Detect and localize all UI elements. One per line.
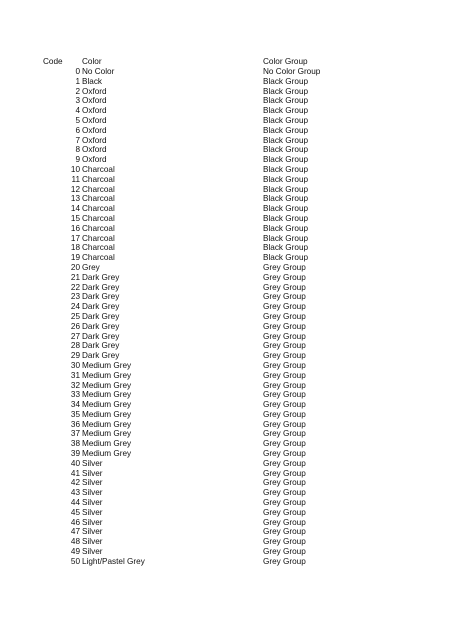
table-row: [0, 332, 474, 342]
cell-code: 34: [70, 400, 80, 410]
cell-code: 0: [75, 67, 80, 76]
table-row: [0, 96, 474, 106]
cell-color-group: Grey Group: [263, 439, 306, 449]
cell-code: 49: [70, 547, 80, 557]
cell-code: 40: [70, 458, 80, 468]
cell-code: 43: [70, 488, 80, 498]
cell-color-group: Grey Group: [263, 498, 306, 508]
cell-color: Dark Grey: [82, 341, 120, 351]
cell-color: Silver: [82, 468, 103, 478]
cell-code: 4: [75, 106, 80, 116]
cell-code: 50: [70, 556, 80, 566]
table-row: [0, 371, 474, 381]
table-row: [0, 351, 474, 361]
cell-code: 42: [70, 478, 80, 488]
table-row: [0, 420, 474, 430]
cell-color-group: Black Group: [263, 194, 309, 204]
cell-color-group: Grey Group: [263, 311, 306, 321]
cell-color: Charcoal: [82, 243, 115, 253]
cell-code: 17: [70, 233, 80, 243]
table-row: [0, 273, 474, 283]
cell-code: 28: [70, 341, 80, 351]
table-row: [0, 224, 474, 234]
cell-color-group: Grey Group: [263, 556, 306, 566]
table-row: [0, 439, 474, 449]
cell-color: Medium Grey: [82, 439, 132, 449]
table-row: [0, 527, 474, 537]
cell-color-group: Grey Group: [263, 390, 306, 400]
cell-color-group: Black Group: [263, 96, 309, 106]
cell-color-group: Grey Group: [263, 370, 306, 380]
cell-color-group: Black Group: [263, 125, 309, 135]
cell-color-group: Black Group: [263, 204, 309, 214]
table-row: [0, 498, 474, 508]
cell-code: 7: [75, 135, 80, 145]
table-row: [0, 194, 474, 204]
cell-color-group: Grey Group: [263, 380, 306, 390]
cell-color: Silver: [82, 527, 103, 537]
table-row: [0, 469, 474, 479]
cell-code: 16: [70, 223, 80, 233]
table-row: [0, 67, 474, 77]
cell-color: Dark Grey: [82, 302, 120, 312]
cell-color: Silver: [82, 537, 103, 547]
cell-code: 44: [70, 498, 80, 508]
cell-color: Oxford: [82, 106, 107, 116]
cell-color: Oxford: [82, 135, 107, 145]
table-row: [0, 214, 474, 224]
cell-color: Silver: [82, 547, 103, 557]
cell-code: 46: [70, 517, 80, 527]
cell-code: 30: [70, 360, 80, 370]
cell-color: Oxford: [82, 96, 107, 106]
table-row: [0, 341, 474, 351]
cell-code: 13: [70, 194, 80, 204]
table-header-row: [0, 57, 474, 67]
cell-code: 27: [70, 331, 80, 341]
cell-color: Dark Grey: [82, 311, 120, 321]
cell-color-group: Black Group: [263, 86, 309, 96]
cell-color-group: Grey Group: [263, 400, 306, 410]
cell-color-group: Black Group: [263, 184, 309, 194]
table-row: [0, 116, 474, 126]
table-row: [0, 292, 474, 302]
cell-color-group: Black Group: [263, 253, 309, 263]
cell-color: Silver: [82, 458, 103, 468]
cell-color: Charcoal: [82, 223, 115, 233]
table-row: [0, 106, 474, 116]
table-row: [0, 488, 474, 498]
cell-code: 10: [70, 164, 80, 174]
cell-code: 47: [70, 527, 80, 537]
cell-color-group: Black Group: [263, 174, 309, 184]
cell-code: 39: [70, 449, 80, 459]
table-row: [0, 410, 474, 420]
cell-code: 25: [70, 311, 80, 321]
cell-color: Charcoal: [82, 194, 115, 204]
cell-color-group: Black Group: [263, 145, 309, 155]
cell-code: 14: [70, 204, 80, 214]
cell-color-group: Black Group: [263, 115, 309, 125]
table-row: [0, 478, 474, 488]
cell-color-group: Grey Group: [263, 351, 306, 361]
cell-code: 29: [70, 351, 80, 361]
cell-color-group: Grey Group: [263, 478, 306, 488]
table-row: [0, 508, 474, 518]
cell-code: 35: [70, 409, 80, 419]
cell-color: Charcoal: [82, 213, 115, 223]
cell-color: Oxford: [82, 86, 107, 96]
cell-code: 5: [75, 115, 80, 125]
cell-code: 12: [70, 184, 80, 194]
cell-color-group: Grey Group: [263, 292, 306, 302]
cell-code: 41: [70, 468, 80, 478]
cell-code: 37: [70, 429, 80, 439]
cell-color-group: Grey Group: [263, 341, 306, 351]
cell-code: 22: [70, 282, 80, 292]
cell-code: 21: [70, 272, 80, 282]
cell-color: Oxford: [82, 155, 107, 165]
cell-color: Silver: [82, 478, 103, 488]
table-row: [0, 204, 474, 214]
cell-code: 6: [75, 125, 80, 135]
table-row: [0, 263, 474, 273]
table-row: [0, 234, 474, 244]
cell-color: Oxford: [82, 145, 107, 155]
cell-color-group: Grey Group: [263, 302, 306, 312]
cell-color: Medium Grey: [82, 370, 132, 380]
table-row: [0, 518, 474, 528]
cell-color: Silver: [82, 498, 103, 508]
cell-color: Light/Pastel Grey: [82, 556, 145, 566]
cell-code: 11: [71, 174, 80, 184]
table-row: [0, 312, 474, 322]
cell-color: Medium Grey: [82, 419, 132, 429]
cell-color-group: Grey Group: [263, 468, 306, 478]
header-color: Color: [82, 57, 102, 66]
cell-color-group: Black Group: [263, 233, 309, 243]
table-row: [0, 243, 474, 253]
header-code: Code: [43, 57, 63, 66]
cell-color: Charcoal: [82, 174, 115, 184]
cell-code: 18: [70, 243, 80, 253]
cell-color-group: Black Group: [263, 223, 309, 233]
cell-color-group: Black Group: [263, 76, 309, 86]
cell-color-group: Grey Group: [263, 449, 306, 459]
cell-color-group: Grey Group: [263, 507, 306, 517]
cell-color-group: Grey Group: [263, 331, 306, 341]
cell-code: 3: [75, 96, 80, 106]
cell-color: Medium Grey: [82, 429, 132, 439]
cell-color-group: Grey Group: [263, 517, 306, 527]
cell-color-group: Black Group: [263, 213, 309, 223]
cell-color: Oxford: [82, 125, 107, 135]
cell-code: 38: [70, 439, 80, 449]
cell-color: Dark Grey: [82, 272, 120, 282]
table-row: [0, 136, 474, 146]
cell-code: 9: [75, 155, 80, 165]
cell-color: Silver: [82, 517, 103, 527]
table-row: [0, 185, 474, 195]
table-row: [0, 165, 474, 175]
table-row: [0, 253, 474, 263]
cell-color: Grey: [82, 262, 100, 272]
cell-color: Medium Grey: [82, 390, 132, 400]
cell-code: 8: [75, 145, 80, 155]
cell-color: Oxford: [82, 115, 107, 125]
table-row: [0, 175, 474, 185]
cell-color-group: Grey Group: [263, 321, 306, 331]
cell-color: Dark Grey: [82, 292, 120, 302]
cell-color-group: Grey Group: [263, 282, 306, 292]
cell-code: 48: [70, 537, 80, 547]
cell-code: 20: [70, 262, 80, 272]
table-body: [0, 67, 474, 567]
table-row: [0, 557, 474, 567]
header-color-group: Color Group: [263, 57, 308, 66]
cell-color: Silver: [82, 488, 103, 498]
cell-color-group: No Color Group: [263, 67, 321, 76]
cell-color-group: Black Group: [263, 106, 309, 116]
cell-color: Dark Grey: [82, 331, 120, 341]
cell-color-group: Grey Group: [263, 458, 306, 468]
table-row: [0, 537, 474, 547]
table-row: [0, 390, 474, 400]
cell-color: Medium Grey: [82, 360, 132, 370]
table-row: [0, 361, 474, 371]
cell-color: No Color: [82, 67, 115, 76]
cell-color-group: Grey Group: [263, 409, 306, 419]
cell-color: Dark Grey: [82, 351, 120, 361]
table-row: [0, 155, 474, 165]
table-row: [0, 77, 474, 87]
cell-code: 24: [70, 302, 80, 312]
cell-code: 45: [70, 507, 80, 517]
table-row: [0, 283, 474, 293]
table-row: [0, 429, 474, 439]
table-row: [0, 87, 474, 97]
cell-code: 36: [70, 419, 80, 429]
cell-color-group: Grey Group: [263, 262, 306, 272]
cell-color: Medium Grey: [82, 409, 132, 419]
cell-color: Charcoal: [82, 184, 115, 194]
cell-color: Medium Grey: [82, 380, 132, 390]
cell-color-group: Black Group: [263, 135, 309, 145]
cell-color-group: Grey Group: [263, 488, 306, 498]
cell-code: 1: [75, 76, 80, 86]
cell-code: 33: [70, 390, 80, 400]
cell-code: 32: [70, 380, 80, 390]
table-row: [0, 547, 474, 557]
cell-color-group: Grey Group: [263, 547, 306, 557]
cell-color: Black: [82, 76, 103, 86]
table-row: [0, 145, 474, 155]
cell-code: 31: [70, 370, 80, 380]
table-row: [0, 322, 474, 332]
table-row: [0, 459, 474, 469]
cell-code: 19: [70, 253, 80, 263]
cell-color-group: Grey Group: [263, 419, 306, 429]
cell-color: Silver: [82, 507, 103, 517]
cell-color-group: Grey Group: [263, 537, 306, 547]
cell-color: Dark Grey: [82, 321, 120, 331]
cell-color: Dark Grey: [82, 282, 120, 292]
table-row: [0, 302, 474, 312]
cell-color-group: Black Group: [263, 243, 309, 253]
cell-color: Charcoal: [82, 204, 115, 214]
cell-color: Charcoal: [82, 253, 115, 263]
cell-color-group: Grey Group: [263, 272, 306, 282]
cell-color-group: Black Group: [263, 164, 309, 174]
cell-color-group: Grey Group: [263, 360, 306, 370]
cell-color-group: Grey Group: [263, 527, 306, 537]
cell-color: Medium Grey: [82, 400, 132, 410]
cell-color: Charcoal: [82, 164, 115, 174]
table-row: [0, 381, 474, 391]
cell-color: Charcoal: [82, 233, 115, 243]
cell-code: 2: [75, 86, 80, 96]
cell-color-group: Black Group: [263, 155, 309, 165]
table-row: [0, 126, 474, 136]
cell-color: Medium Grey: [82, 449, 132, 459]
cell-color-group: Grey Group: [263, 429, 306, 439]
cell-code: 15: [70, 213, 80, 223]
table-row: [0, 449, 474, 459]
table-row: [0, 400, 474, 410]
cell-code: 23: [70, 292, 80, 302]
cell-code: 26: [70, 321, 80, 331]
